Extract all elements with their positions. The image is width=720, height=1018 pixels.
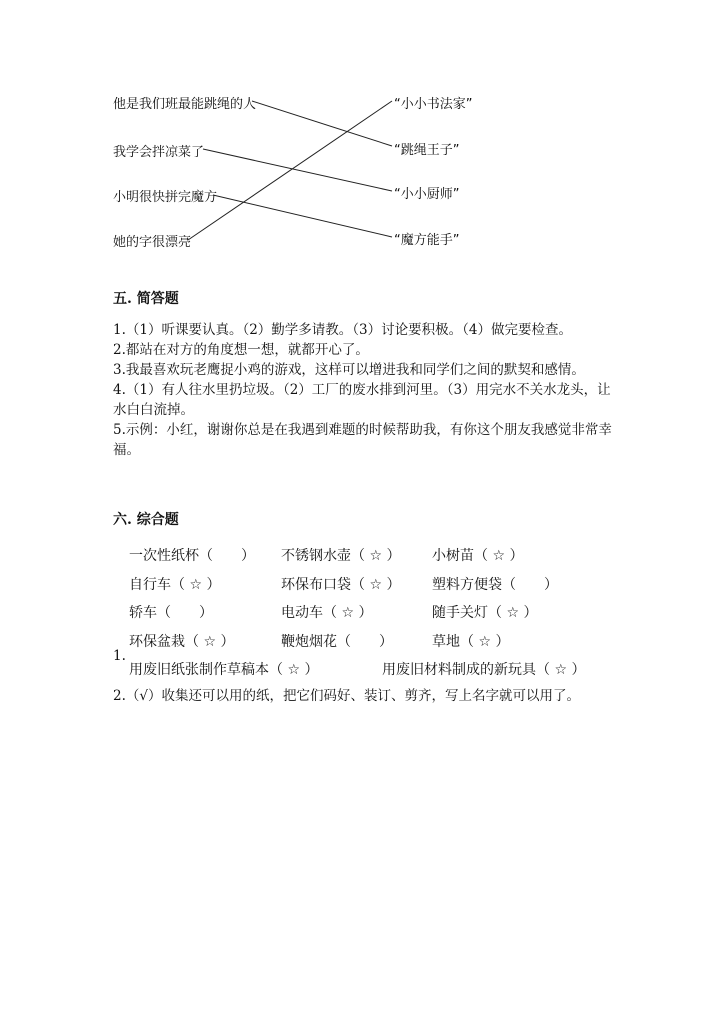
match-line-1 [252, 101, 392, 146]
q2-answer: 2.（√）收集还可以用的纸，把它们码好、装订、剪齐，写上名字就可以用了。 [113, 688, 580, 704]
q1-extra-2: 用废旧材料制成的新玩具（ ☆ ） [382, 662, 586, 678]
q2-block [113, 686, 613, 706]
match-line-2 [203, 149, 392, 191]
match-right-4: “魔方能手” [394, 233, 460, 248]
grid-item-4-1: 环保盆栽（ ☆ ） [129, 634, 235, 650]
grid-item-3-3: 随手关灯（ ☆ ） [432, 605, 538, 621]
match-left-2: 我学会拌凉菜了 [113, 145, 205, 160]
grid-item-1-3: 小树苗（ ☆ ） [432, 548, 524, 564]
grid-item-3-1: 轿车（ ） [129, 605, 213, 621]
match-line-4 [188, 101, 392, 240]
answer-4: 4.（1）有人往水里扔垃圾。（2）工厂的废水排到河里。（3）用完水不关水龙头，让水白白流掉。 [113, 382, 611, 418]
section5-answers [113, 320, 613, 460]
match-right-2: “跳绳王子” [394, 143, 460, 158]
grid-item-4-3: 草地（ ☆ ） [432, 634, 510, 650]
match-left-1: 他是我们班最能跳绳的人 [113, 97, 257, 112]
answer-1: 1.（1）听课要认真。（2）勤学多请教。（3）讨论要积极。（4）做完要检查。 [113, 322, 572, 338]
match-right-1: “小小书法家” [394, 97, 473, 112]
grid-item-4-2: 鞭炮烟花（ ） [281, 634, 393, 650]
grid-item-2-3: 塑料方便袋（ ） [432, 577, 558, 593]
match-right-3: “小小厨师” [394, 187, 460, 202]
match-line-3 [213, 195, 392, 237]
section6-title: 六. 综合题 [113, 512, 179, 528]
answer-3: 3.我最喜欢玩老鹰捉小鸡的游戏，这样可以增进我和同学们之间的默契和感情。 [113, 362, 585, 378]
answer-2: 2.都站在对方的角度想一想，就都开心了。 [113, 342, 369, 358]
q1-extra-1: 用废旧纸张制作草稿本（ ☆ ） [129, 662, 319, 678]
grid-item-3-2: 电动车（ ☆ ） [281, 605, 373, 621]
grid-item-2-2: 环保布口袋（ ☆ ） [281, 577, 401, 593]
q1-number: 1. [113, 648, 126, 664]
answer-5: 5.示例：小红，谢谢你总是在我遇到难题的时候帮助我，有你这个朋友我感觉非常幸福。 [113, 422, 612, 458]
grid-item-2-1: 自行车（ ☆ ） [129, 577, 221, 593]
grid-item-1-1: 一次性纸杯（ ） [129, 548, 255, 564]
grid-item-1-2: 不锈钢水壶（ ☆ ） [281, 548, 401, 564]
section5-title: 五. 简答题 [113, 291, 179, 307]
match-left-3: 小明很快拼完魔方 [113, 190, 218, 205]
match-left-4: 她的字很漂亮 [113, 235, 192, 250]
